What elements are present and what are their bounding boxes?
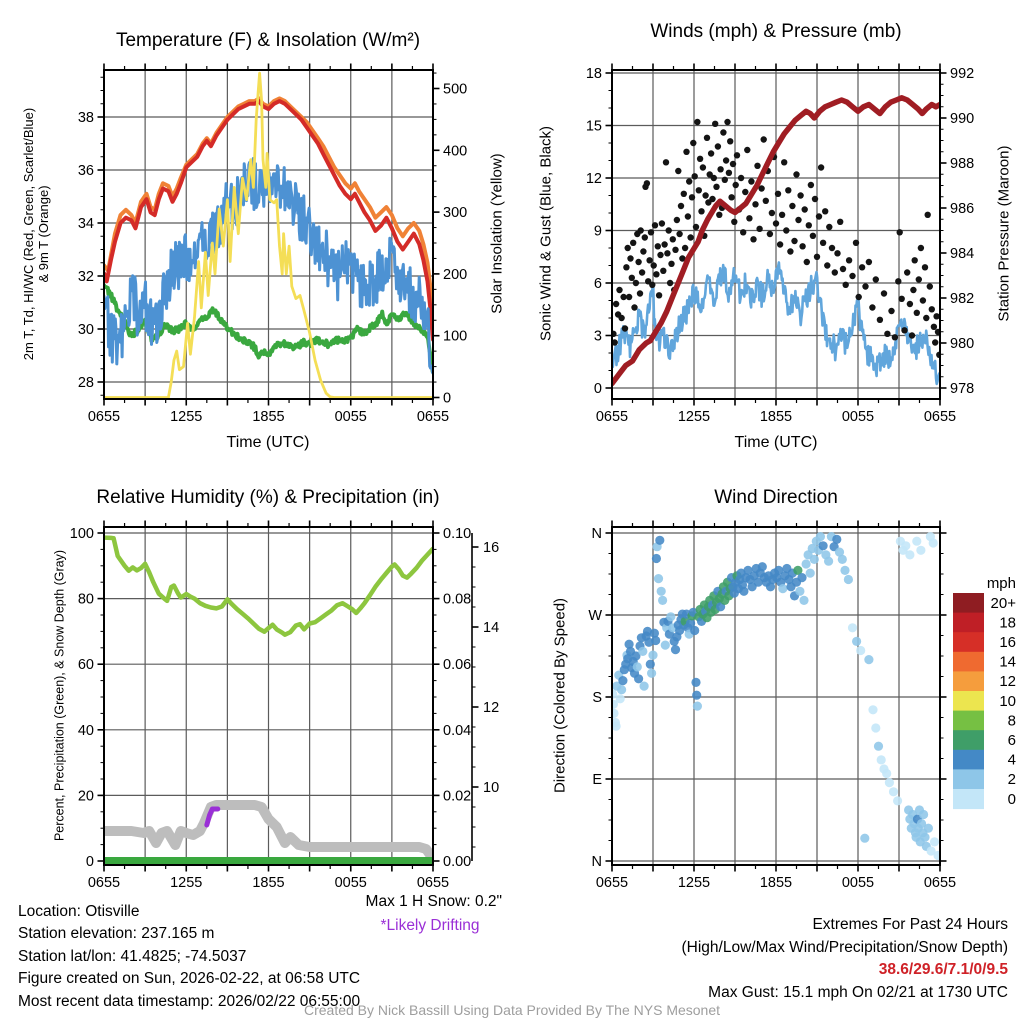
temperature-insolation-chart	[78, 64, 467, 426]
svg-text:14: 14	[483, 620, 500, 636]
svg-text:980: 980	[950, 336, 975, 352]
svg-text:0.04: 0.04	[443, 722, 472, 739]
extremes-values: 38.6/29.6/7.1/0/9.5	[878, 961, 1008, 979]
max-snow-annotation: Max 1 H Snow: 0.2"	[365, 893, 502, 910]
y-axis-label-temperature: 2m T, Td, HI/WC (Red, Green, Scarlet/Blue) & 9m T (Orange)	[21, 107, 51, 361]
extremes-subtitle: (High/Low/Max Wind/Precipitation/Snow Depth)	[681, 938, 1008, 956]
svg-text:500: 500	[443, 81, 468, 98]
svg-text:4: 4	[1007, 751, 1016, 769]
svg-text:0.02: 0.02	[443, 788, 472, 805]
svg-text:12: 12	[999, 673, 1016, 691]
station-latlon: Station lat/lon: 41.4825; -74.5037	[18, 947, 247, 965]
svg-text:8: 8	[1007, 712, 1016, 730]
svg-text:6: 6	[593, 276, 602, 292]
winds-pressure-chart	[586, 64, 974, 426]
svg-text:0: 0	[85, 854, 94, 870]
svg-text:28: 28	[77, 375, 94, 391]
svg-text:2: 2	[1007, 771, 1016, 789]
svg-text:80: 80	[77, 591, 94, 608]
svg-text:W: W	[588, 608, 602, 624]
svg-text:0055: 0055	[841, 409, 875, 425]
svg-text:300: 300	[443, 205, 468, 222]
svg-text:S: S	[592, 690, 602, 706]
station-info	[18, 901, 360, 1013]
svg-text:990: 990	[950, 111, 975, 127]
station-location: Location: Otisville	[18, 903, 140, 920]
svg-text:200: 200	[443, 266, 468, 283]
svg-text:36: 36	[77, 163, 94, 179]
extremes-block	[682, 914, 1009, 1004]
svg-text:100: 100	[443, 328, 468, 345]
svg-text:40: 40	[77, 722, 94, 739]
svg-text:30: 30	[77, 322, 94, 338]
colorbar-title: mph	[986, 575, 1016, 592]
svg-text:0655: 0655	[595, 409, 629, 425]
svg-text:38: 38	[77, 110, 94, 126]
svg-text:992: 992	[950, 66, 975, 82]
y-axis-label-insolation: Solar Insolation (Yellow)	[488, 153, 506, 314]
svg-text:0055: 0055	[841, 875, 875, 891]
svg-text:984: 984	[950, 246, 975, 262]
svg-text:N: N	[591, 854, 602, 870]
svg-text:12: 12	[483, 700, 500, 716]
x-axis-label-time-right: Time (UTC)	[734, 434, 818, 451]
extremes-title: Extremes For Past 24 Hours	[812, 916, 1008, 933]
snow-depth-axis	[472, 533, 499, 861]
likely-drifting-annotation: *Likely Drifting	[380, 917, 480, 934]
svg-text:0655: 0655	[87, 409, 121, 425]
svg-text:986: 986	[950, 201, 975, 217]
svg-text:9: 9	[593, 223, 602, 240]
svg-text:N: N	[591, 526, 602, 542]
svg-text:6: 6	[1007, 732, 1016, 749]
wind-speed-colorbar	[953, 575, 1016, 809]
svg-text:0: 0	[443, 390, 452, 407]
chart-title-winds: Winds (mph) & Pressure (mb)	[650, 21, 902, 42]
humidity-precipitation-chart	[70, 521, 499, 892]
svg-text:1255: 1255	[170, 409, 203, 425]
y-axis-label-wind-gust: Sonic Wind & Gust (Blue, Black)	[537, 125, 555, 342]
svg-text:0.00: 0.00	[443, 854, 472, 870]
svg-text:0655: 0655	[923, 409, 957, 425]
x-axis-label-time-left: Time (UTC)	[226, 434, 310, 451]
chart-title-humidity: Relative Humidity (%) & Precipitation (in)	[96, 487, 440, 508]
wind-direction-chart	[588, 521, 956, 892]
svg-text:100: 100	[69, 526, 94, 542]
svg-text:400: 400	[443, 143, 468, 160]
station-elevation: Station elevation: 237.165 m	[18, 925, 215, 943]
svg-text:60: 60	[77, 657, 94, 674]
svg-text:14: 14	[999, 653, 1016, 671]
svg-text:0655: 0655	[87, 875, 121, 891]
svg-text:3: 3	[593, 328, 602, 345]
svg-text:1855: 1855	[252, 875, 285, 891]
svg-text:1255: 1255	[170, 875, 203, 891]
svg-text:20: 20	[77, 788, 94, 805]
svg-text:E: E	[592, 772, 602, 788]
svg-text:32: 32	[77, 269, 94, 285]
svg-text:0655: 0655	[416, 875, 450, 891]
svg-text:18: 18	[999, 614, 1016, 632]
figure-created: Figure created on Sun, 2026-02-22, at 06:58 UTC	[18, 970, 361, 988]
svg-text:0: 0	[593, 381, 602, 397]
svg-text:0655: 0655	[923, 875, 957, 891]
svg-text:34: 34	[77, 216, 94, 232]
svg-text:1255: 1255	[677, 409, 711, 425]
svg-text:0655: 0655	[416, 409, 450, 425]
svg-text:16: 16	[999, 634, 1016, 651]
svg-text:0.08: 0.08	[443, 591, 472, 608]
svg-text:1855: 1855	[252, 409, 285, 425]
svg-text:0.10: 0.10	[443, 526, 472, 542]
svg-text:1255: 1255	[677, 875, 711, 891]
y-axis-label-pressure: Station Pressure (Maroon)	[995, 145, 1013, 322]
svg-text:0.06: 0.06	[443, 657, 472, 674]
svg-text:1855: 1855	[759, 875, 793, 891]
svg-text:16: 16	[483, 540, 500, 556]
svg-text:0055: 0055	[334, 409, 367, 425]
svg-text:12: 12	[585, 171, 602, 187]
chart-title-wind-direction: Wind Direction	[714, 487, 838, 508]
svg-text:978: 978	[950, 381, 975, 397]
svg-text:982: 982	[950, 291, 975, 307]
credit-line: Created By Nick Bassill Using Data Provided By The NYS Mesonet	[303, 1002, 721, 1018]
svg-text:10: 10	[999, 692, 1016, 710]
svg-text:20+: 20+	[990, 594, 1016, 612]
svg-text:0: 0	[1007, 790, 1016, 808]
chart-title-temperature: Temperature (F) & Insolation (W/m²)	[115, 30, 421, 51]
svg-text:988: 988	[950, 156, 975, 172]
svg-text:15: 15	[585, 118, 602, 135]
svg-text:1855: 1855	[759, 409, 793, 425]
svg-text:0055: 0055	[334, 875, 367, 891]
svg-text:0655: 0655	[595, 875, 629, 891]
y-axis-label-direction: Direction (Colored By Speed)	[551, 597, 569, 794]
svg-text:10: 10	[483, 780, 500, 796]
y-axis-label-humidity: Percent, Precipitation (Green), & Snow Depth (Gray)	[52, 549, 67, 842]
svg-text:18: 18	[585, 66, 602, 82]
series-wind-direction	[608, 532, 943, 860]
data-timestamp: Most recent data timestamp: 2026/02/22 06:55:00	[18, 992, 361, 1010]
max-gust: Max Gust: 15.1 mph On 02/21 at 1730 UTC	[708, 983, 1008, 1001]
